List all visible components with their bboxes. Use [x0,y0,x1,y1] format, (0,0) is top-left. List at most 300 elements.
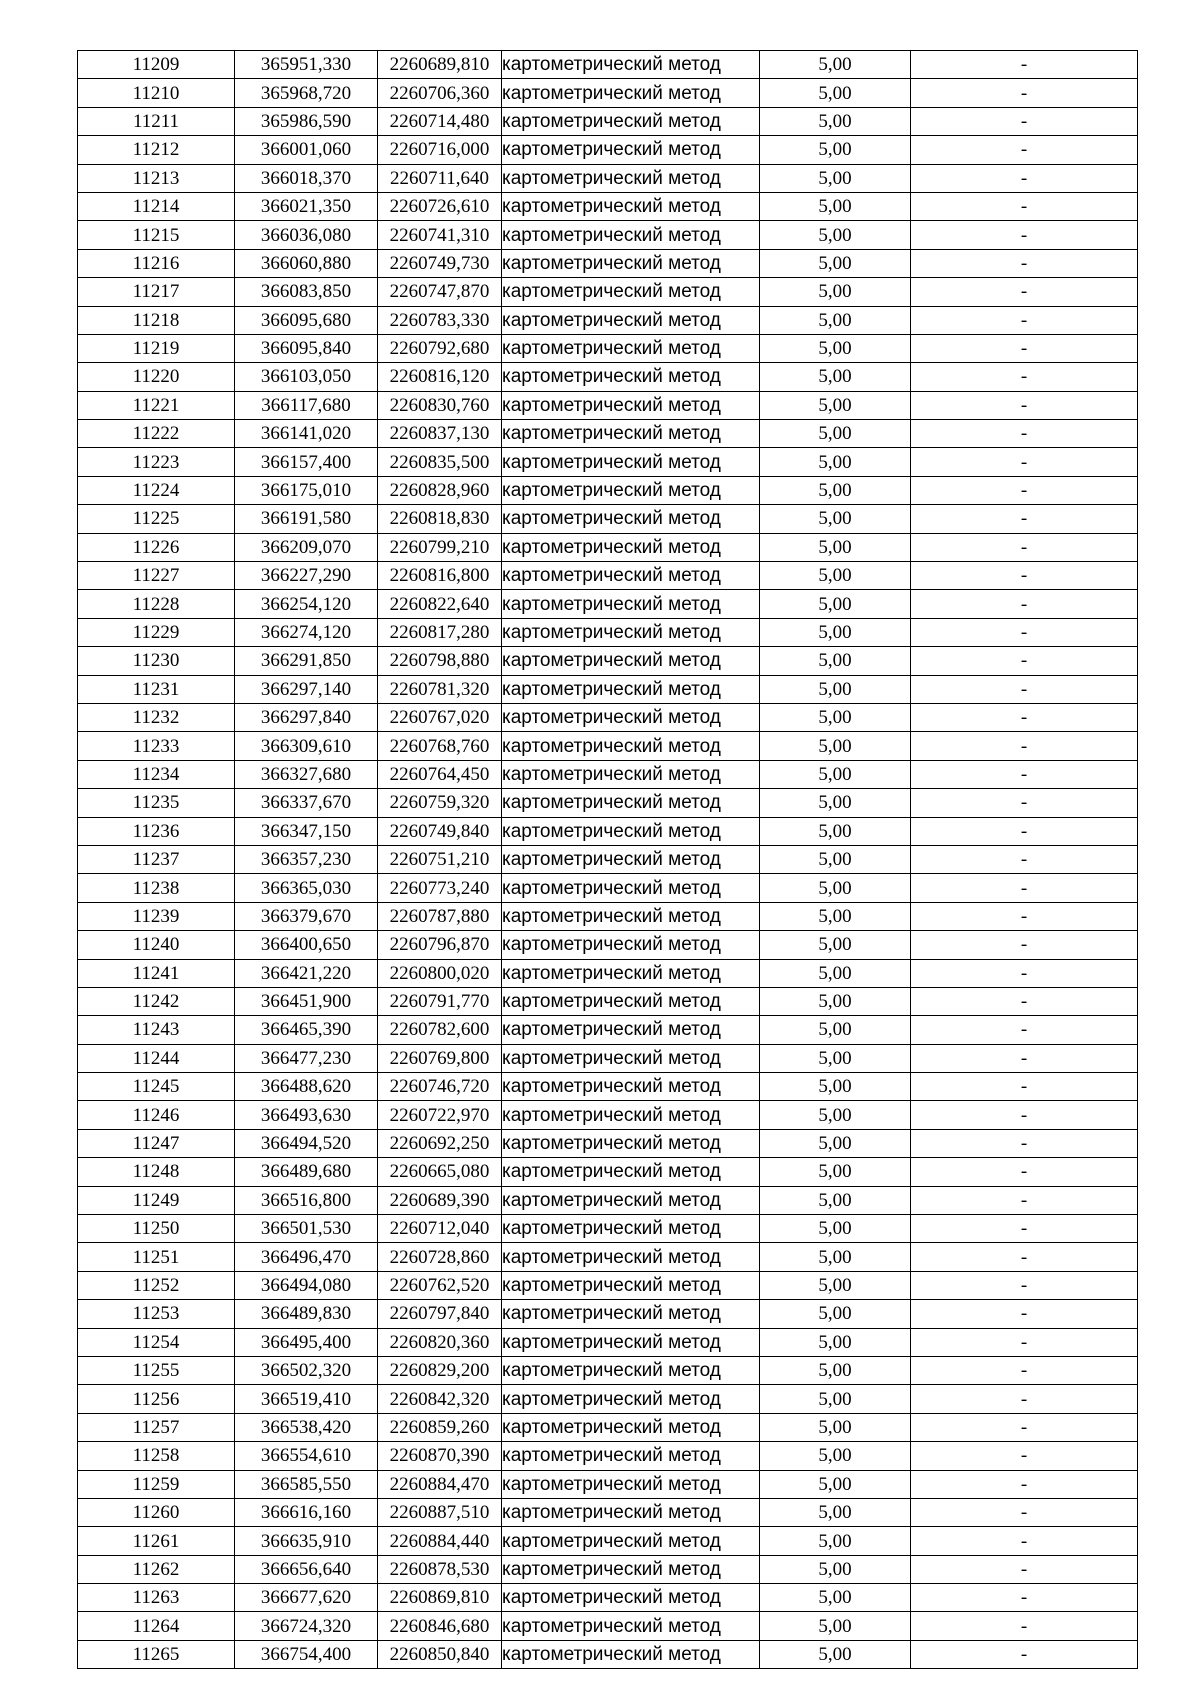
x-coordinate-cell: 366347,150 [235,817,378,845]
accuracy-cell: 5,00 [760,363,911,391]
method-cell: картометрический метод [502,1527,760,1555]
accuracy-cell: 5,00 [760,1073,911,1101]
note-cell: - [911,647,1138,675]
accuracy-cell: 5,00 [760,1129,911,1157]
point-number-cell: 11223 [78,448,235,476]
table-row [78,987,1138,1015]
note-cell: - [911,306,1138,334]
accuracy-cell: 5,00 [760,1016,911,1044]
note-cell: - [911,420,1138,448]
note-cell: - [911,391,1138,419]
method-cell: картометрический метод [502,1186,760,1214]
method-cell: картометрический метод [502,391,760,419]
note-cell: - [911,1527,1138,1555]
y-coordinate-cell: 2260787,880 [378,902,502,930]
y-coordinate-cell: 2260837,130 [378,420,502,448]
coordinates-table [77,50,1138,1669]
note-cell: - [911,1356,1138,1384]
y-coordinate-cell: 2260773,240 [378,874,502,902]
accuracy-cell: 5,00 [760,1243,911,1271]
table-row [78,107,1138,135]
point-number-cell: 11235 [78,789,235,817]
y-coordinate-cell: 2260781,320 [378,675,502,703]
note-cell: - [911,1640,1138,1668]
note-cell: - [911,221,1138,249]
table-row [78,1129,1138,1157]
x-coordinate-cell: 366400,650 [235,931,378,959]
accuracy-cell: 5,00 [760,1584,911,1612]
accuracy-cell: 5,00 [760,817,911,845]
point-number-cell: 11219 [78,334,235,362]
accuracy-cell: 5,00 [760,562,911,590]
note-cell: - [911,51,1138,79]
table-row [78,306,1138,334]
x-coordinate-cell: 366095,840 [235,334,378,362]
point-number-cell: 11230 [78,647,235,675]
table-row [78,1271,1138,1299]
method-cell: картометрический метод [502,448,760,476]
point-number-cell: 11232 [78,703,235,731]
x-coordinate-cell: 366274,120 [235,618,378,646]
method-cell: картометрический метод [502,1300,760,1328]
accuracy-cell: 5,00 [760,1101,911,1129]
y-coordinate-cell: 2260712,040 [378,1215,502,1243]
note-cell: - [911,1215,1138,1243]
note-cell: - [911,760,1138,788]
accuracy-cell: 5,00 [760,760,911,788]
point-number-cell: 11242 [78,987,235,1015]
note-cell: - [911,675,1138,703]
accuracy-cell: 5,00 [760,107,911,135]
y-coordinate-cell: 2260846,680 [378,1612,502,1640]
x-coordinate-cell: 366724,320 [235,1612,378,1640]
table-row [78,79,1138,107]
note-cell: - [911,1555,1138,1583]
method-cell: картометрический метод [502,562,760,590]
note-cell: - [911,1271,1138,1299]
y-coordinate-cell: 2260726,610 [378,192,502,220]
x-coordinate-cell: 366379,670 [235,902,378,930]
accuracy-cell: 5,00 [760,675,911,703]
table-row [78,1186,1138,1214]
x-coordinate-cell: 366018,370 [235,164,378,192]
table-row [78,1300,1138,1328]
y-coordinate-cell: 2260716,000 [378,136,502,164]
y-coordinate-cell: 2260689,810 [378,51,502,79]
note-cell: - [911,334,1138,362]
table-row [78,1356,1138,1384]
note-cell: - [911,1016,1138,1044]
x-coordinate-cell: 366095,680 [235,306,378,334]
table-row [78,1016,1138,1044]
point-number-cell: 11260 [78,1498,235,1526]
method-cell: картометрический метод [502,164,760,192]
point-number-cell: 11254 [78,1328,235,1356]
x-coordinate-cell: 366337,670 [235,789,378,817]
note-cell: - [911,1300,1138,1328]
point-number-cell: 11255 [78,1356,235,1384]
note-cell: - [911,278,1138,306]
table-row [78,164,1138,192]
table-row [78,1044,1138,1072]
table-row [78,221,1138,249]
accuracy-cell: 5,00 [760,789,911,817]
x-coordinate-cell: 365951,330 [235,51,378,79]
table-row [78,618,1138,646]
y-coordinate-cell: 2260835,500 [378,448,502,476]
method-cell: картометрический метод [502,1243,760,1271]
accuracy-cell: 5,00 [760,1498,911,1526]
point-number-cell: 11264 [78,1612,235,1640]
y-coordinate-cell: 2260692,250 [378,1129,502,1157]
x-coordinate-cell: 366036,080 [235,221,378,249]
x-coordinate-cell: 366357,230 [235,845,378,873]
y-coordinate-cell: 2260728,860 [378,1243,502,1271]
accuracy-cell: 5,00 [760,931,911,959]
table-row [78,959,1138,987]
point-number-cell: 11238 [78,874,235,902]
method-cell: картометрический метод [502,1356,760,1384]
note-cell: - [911,987,1138,1015]
table-row [78,278,1138,306]
point-number-cell: 11225 [78,505,235,533]
note-cell: - [911,107,1138,135]
y-coordinate-cell: 2260884,440 [378,1527,502,1555]
method-cell: картометрический метод [502,1498,760,1526]
method-cell: картометрический метод [502,845,760,873]
point-number-cell: 11221 [78,391,235,419]
x-coordinate-cell: 366291,850 [235,647,378,675]
method-cell: картометрический метод [502,647,760,675]
note-cell: - [911,732,1138,760]
y-coordinate-cell: 2260816,800 [378,562,502,590]
note-cell: - [911,363,1138,391]
note-cell: - [911,1243,1138,1271]
method-cell: картометрический метод [502,1016,760,1044]
point-number-cell: 11261 [78,1527,235,1555]
table-row [78,760,1138,788]
y-coordinate-cell: 2260783,330 [378,306,502,334]
x-coordinate-cell: 366494,520 [235,1129,378,1157]
method-cell: картометрический метод [502,1612,760,1640]
x-coordinate-cell: 366141,020 [235,420,378,448]
table-row [78,647,1138,675]
y-coordinate-cell: 2260706,360 [378,79,502,107]
table-row [78,1101,1138,1129]
y-coordinate-cell: 2260798,880 [378,647,502,675]
method-cell: картометрический метод [502,1129,760,1157]
note-cell: - [911,590,1138,618]
y-coordinate-cell: 2260842,320 [378,1385,502,1413]
note-cell: - [911,1129,1138,1157]
note-cell: - [911,562,1138,590]
method-cell: картометрический метод [502,1044,760,1072]
y-coordinate-cell: 2260741,310 [378,221,502,249]
x-coordinate-cell: 366001,060 [235,136,378,164]
method-cell: картометрический метод [502,1442,760,1470]
point-number-cell: 11248 [78,1158,235,1186]
method-cell: картометрический метод [502,618,760,646]
method-cell: картометрический метод [502,1215,760,1243]
x-coordinate-cell: 366585,550 [235,1470,378,1498]
x-coordinate-cell: 366656,640 [235,1555,378,1583]
accuracy-cell: 5,00 [760,1044,911,1072]
y-coordinate-cell: 2260768,760 [378,732,502,760]
x-coordinate-cell: 366060,880 [235,249,378,277]
accuracy-cell: 5,00 [760,1328,911,1356]
point-number-cell: 11265 [78,1640,235,1668]
y-coordinate-cell: 2260722,970 [378,1101,502,1129]
note-cell: - [911,1612,1138,1640]
accuracy-cell: 5,00 [760,249,911,277]
method-cell: картометрический метод [502,249,760,277]
accuracy-cell: 5,00 [760,476,911,504]
x-coordinate-cell: 366297,140 [235,675,378,703]
point-number-cell: 11234 [78,760,235,788]
y-coordinate-cell: 2260711,640 [378,164,502,192]
accuracy-cell: 5,00 [760,278,911,306]
point-number-cell: 11227 [78,562,235,590]
point-number-cell: 11229 [78,618,235,646]
note-cell: - [911,505,1138,533]
x-coordinate-cell: 366421,220 [235,959,378,987]
table-row [78,675,1138,703]
y-coordinate-cell: 2260797,840 [378,1300,502,1328]
x-coordinate-cell: 366495,400 [235,1328,378,1356]
y-coordinate-cell: 2260749,840 [378,817,502,845]
method-cell: картометрический метод [502,760,760,788]
y-coordinate-cell: 2260869,810 [378,1584,502,1612]
note-cell: - [911,476,1138,504]
note-cell: - [911,1328,1138,1356]
table-row [78,874,1138,902]
point-number-cell: 11237 [78,845,235,873]
method-cell: картометрический метод [502,931,760,959]
table-row [78,1498,1138,1526]
note-cell: - [911,1413,1138,1441]
note-cell: - [911,136,1138,164]
point-number-cell: 11228 [78,590,235,618]
accuracy-cell: 5,00 [760,590,911,618]
x-coordinate-cell: 366488,620 [235,1073,378,1101]
point-number-cell: 11256 [78,1385,235,1413]
table-row [78,562,1138,590]
table-row [78,1158,1138,1186]
y-coordinate-cell: 2260792,680 [378,334,502,362]
accuracy-cell: 5,00 [760,874,911,902]
method-cell: картометрический метод [502,505,760,533]
y-coordinate-cell: 2260884,470 [378,1470,502,1498]
accuracy-cell: 5,00 [760,1300,911,1328]
note-cell: - [911,1385,1138,1413]
table-row [78,448,1138,476]
y-coordinate-cell: 2260870,390 [378,1442,502,1470]
method-cell: картометрический метод [502,732,760,760]
accuracy-cell: 5,00 [760,448,911,476]
x-coordinate-cell: 366635,910 [235,1527,378,1555]
table-row [78,51,1138,79]
point-number-cell: 11214 [78,192,235,220]
table-row [78,789,1138,817]
point-number-cell: 11217 [78,278,235,306]
accuracy-cell: 5,00 [760,533,911,561]
point-number-cell: 11211 [78,107,235,135]
note-cell: - [911,902,1138,930]
accuracy-cell: 5,00 [760,618,911,646]
accuracy-cell: 5,00 [760,51,911,79]
point-number-cell: 11250 [78,1215,235,1243]
point-number-cell: 11258 [78,1442,235,1470]
y-coordinate-cell: 2260782,600 [378,1016,502,1044]
point-number-cell: 11249 [78,1186,235,1214]
accuracy-cell: 5,00 [760,136,911,164]
y-coordinate-cell: 2260714,480 [378,107,502,135]
table-row [78,1215,1138,1243]
method-cell: картометрический метод [502,789,760,817]
coordinates-table-body [78,51,1138,1669]
point-number-cell: 11233 [78,732,235,760]
y-coordinate-cell: 2260799,210 [378,533,502,561]
method-cell: картометрический метод [502,278,760,306]
note-cell: - [911,1470,1138,1498]
x-coordinate-cell: 366493,630 [235,1101,378,1129]
note-cell: - [911,618,1138,646]
x-coordinate-cell: 366496,470 [235,1243,378,1271]
note-cell: - [911,789,1138,817]
x-coordinate-cell: 366502,320 [235,1356,378,1384]
y-coordinate-cell: 2260689,390 [378,1186,502,1214]
method-cell: картометрический метод [502,533,760,561]
accuracy-cell: 5,00 [760,1640,911,1668]
method-cell: картометрический метод [502,1158,760,1186]
accuracy-cell: 5,00 [760,732,911,760]
point-number-cell: 11209 [78,51,235,79]
table-row [78,1328,1138,1356]
x-coordinate-cell: 366309,610 [235,732,378,760]
accuracy-cell: 5,00 [760,647,911,675]
y-coordinate-cell: 2260665,080 [378,1158,502,1186]
accuracy-cell: 5,00 [760,192,911,220]
point-number-cell: 11252 [78,1271,235,1299]
point-number-cell: 11253 [78,1300,235,1328]
note-cell: - [911,249,1138,277]
x-coordinate-cell: 366117,680 [235,391,378,419]
note-cell: - [911,1186,1138,1214]
x-coordinate-cell: 366494,080 [235,1271,378,1299]
note-cell: - [911,533,1138,561]
y-coordinate-cell: 2260822,640 [378,590,502,618]
accuracy-cell: 5,00 [760,164,911,192]
y-coordinate-cell: 2260817,280 [378,618,502,646]
method-cell: картометрический метод [502,51,760,79]
method-cell: картометрический метод [502,192,760,220]
table-row [78,476,1138,504]
accuracy-cell: 5,00 [760,1442,911,1470]
note-cell: - [911,164,1138,192]
x-coordinate-cell: 366191,580 [235,505,378,533]
method-cell: картометрический метод [502,306,760,334]
point-number-cell: 11220 [78,363,235,391]
table-row [78,1470,1138,1498]
table-row [78,1555,1138,1583]
accuracy-cell: 5,00 [760,987,911,1015]
method-cell: картометрический метод [502,1470,760,1498]
accuracy-cell: 5,00 [760,505,911,533]
x-coordinate-cell: 366501,530 [235,1215,378,1243]
accuracy-cell: 5,00 [760,306,911,334]
point-number-cell: 11251 [78,1243,235,1271]
note-cell: - [911,703,1138,731]
method-cell: картометрический метод [502,79,760,107]
accuracy-cell: 5,00 [760,845,911,873]
point-number-cell: 11236 [78,817,235,845]
accuracy-cell: 5,00 [760,1413,911,1441]
table-row [78,192,1138,220]
y-coordinate-cell: 2260762,520 [378,1271,502,1299]
x-coordinate-cell: 366327,680 [235,760,378,788]
x-coordinate-cell: 366365,030 [235,874,378,902]
x-coordinate-cell: 365968,720 [235,79,378,107]
x-coordinate-cell: 366209,070 [235,533,378,561]
y-coordinate-cell: 2260747,870 [378,278,502,306]
y-coordinate-cell: 2260746,720 [378,1073,502,1101]
point-number-cell: 11210 [78,79,235,107]
method-cell: картометрический метод [502,1584,760,1612]
table-row [78,1073,1138,1101]
accuracy-cell: 5,00 [760,1527,911,1555]
x-coordinate-cell: 366489,680 [235,1158,378,1186]
table-row [78,1385,1138,1413]
note-cell: - [911,817,1138,845]
note-cell: - [911,192,1138,220]
note-cell: - [911,79,1138,107]
y-coordinate-cell: 2260769,800 [378,1044,502,1072]
method-cell: картометрический метод [502,420,760,448]
accuracy-cell: 5,00 [760,221,911,249]
point-number-cell: 11257 [78,1413,235,1441]
x-coordinate-cell: 366489,830 [235,1300,378,1328]
point-number-cell: 11226 [78,533,235,561]
table-row [78,391,1138,419]
table-row [78,505,1138,533]
table-row [78,845,1138,873]
note-cell: - [911,1584,1138,1612]
accuracy-cell: 5,00 [760,959,911,987]
table-row [78,817,1138,845]
x-coordinate-cell: 366175,010 [235,476,378,504]
table-row [78,249,1138,277]
note-cell: - [911,448,1138,476]
method-cell: картометрический метод [502,221,760,249]
x-coordinate-cell: 366616,160 [235,1498,378,1526]
point-number-cell: 11240 [78,931,235,959]
y-coordinate-cell: 2260818,830 [378,505,502,533]
x-coordinate-cell: 366677,620 [235,1584,378,1612]
x-coordinate-cell: 366519,410 [235,1385,378,1413]
point-number-cell: 11224 [78,476,235,504]
accuracy-cell: 5,00 [760,1385,911,1413]
point-number-cell: 11243 [78,1016,235,1044]
y-coordinate-cell: 2260764,450 [378,760,502,788]
point-number-cell: 11239 [78,902,235,930]
y-coordinate-cell: 2260829,200 [378,1356,502,1384]
note-cell: - [911,1101,1138,1129]
table-row [78,334,1138,362]
table-row [78,732,1138,760]
x-coordinate-cell: 366254,120 [235,590,378,618]
table-row [78,902,1138,930]
y-coordinate-cell: 2260859,260 [378,1413,502,1441]
